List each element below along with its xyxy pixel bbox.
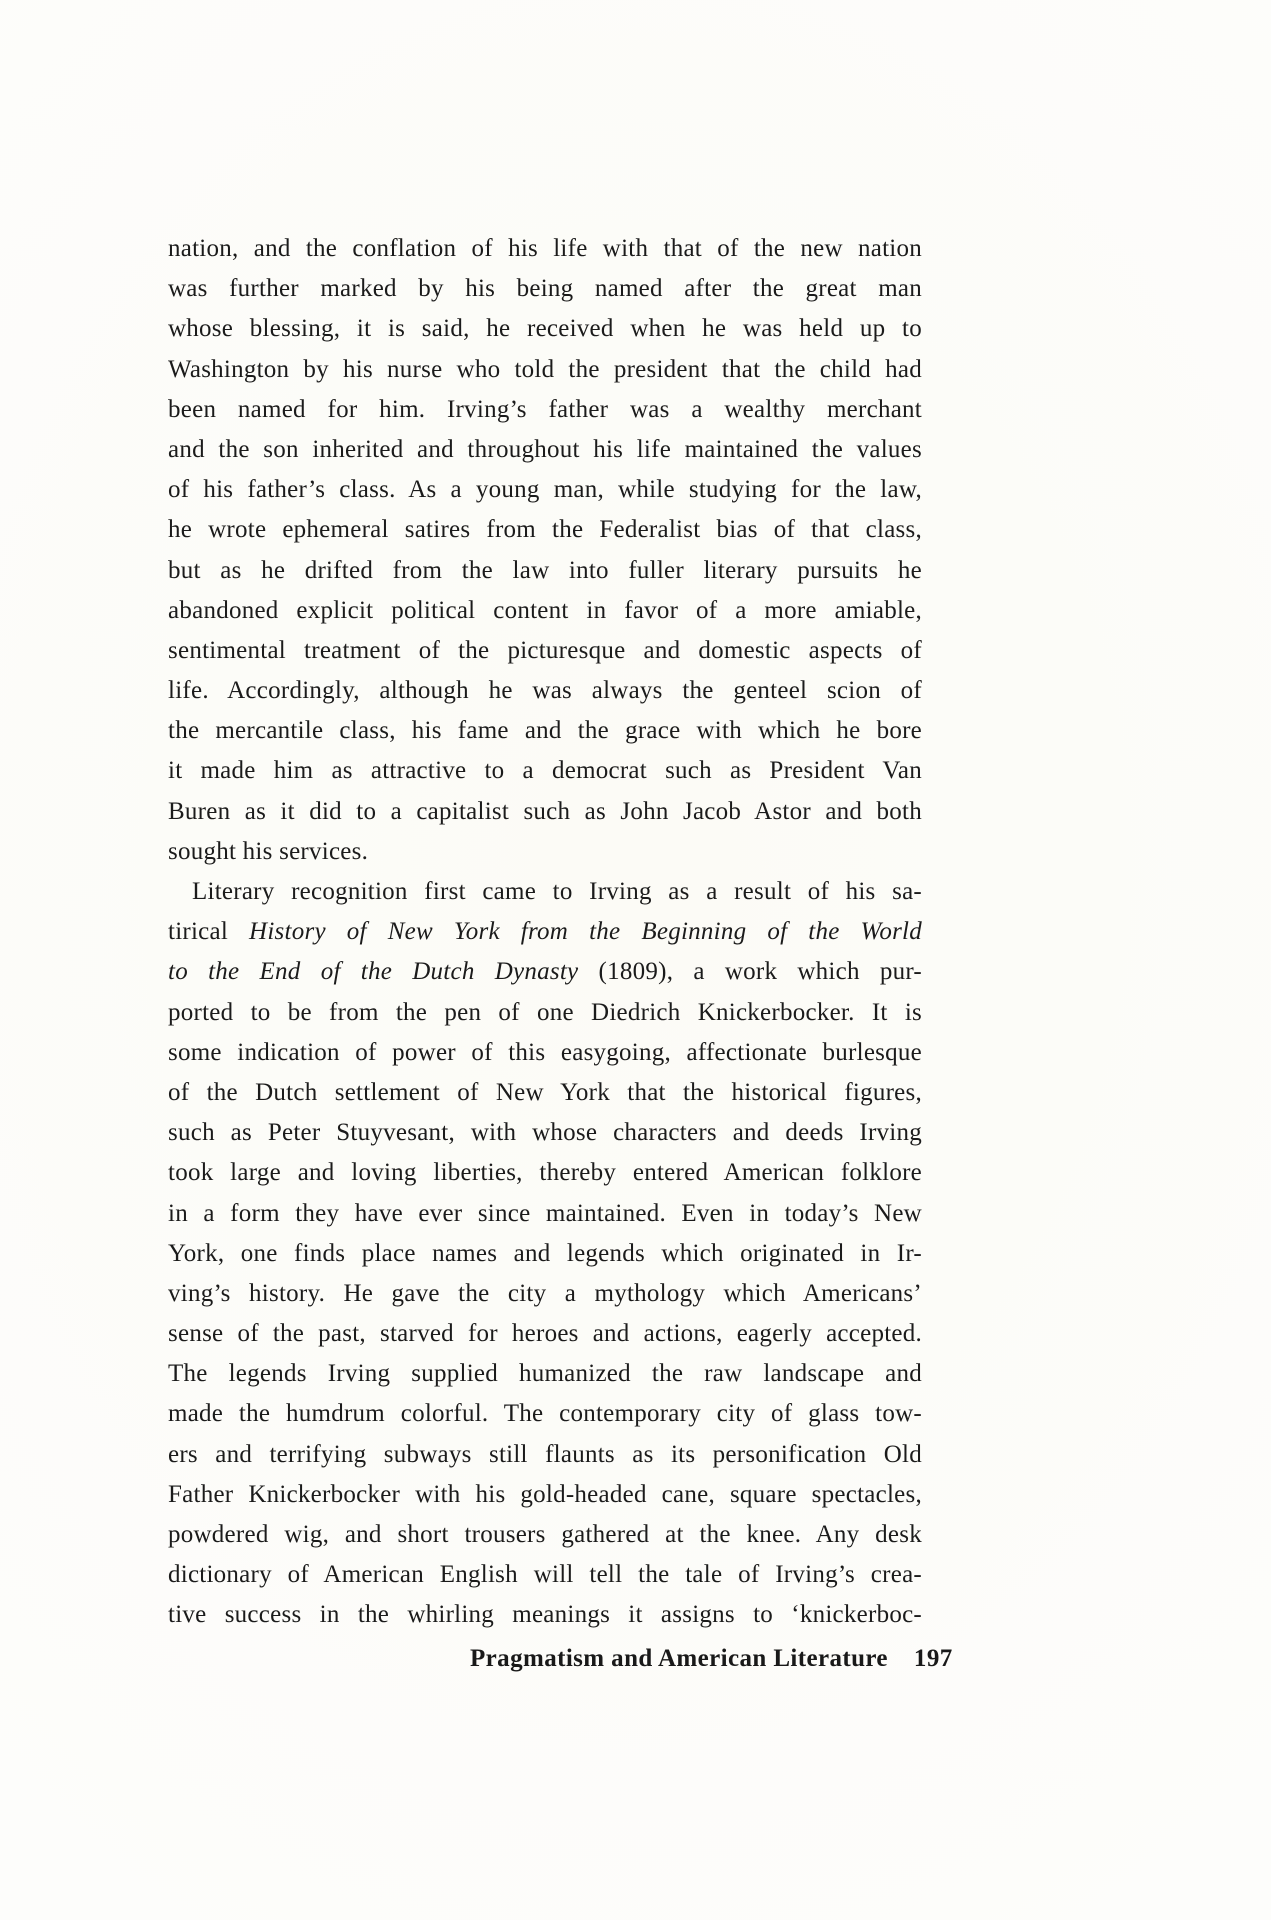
body-text-segment: the mercantile class, his fame and the grace with which he bore (168, 717, 922, 745)
text-line (168, 832, 922, 872)
text-line (168, 751, 922, 791)
text-line (168, 269, 922, 309)
text-line (168, 631, 922, 671)
body-text-segment: sought his services. (168, 837, 369, 865)
text-line (168, 1274, 922, 1314)
text-line (168, 1194, 922, 1234)
body-text-segment: nation, and the conflation of his life with that of the new nation (168, 235, 922, 262)
body-text-segment: of the Dutch settlement of New York that the historical figures, (168, 1078, 922, 1106)
body-text-segment: was further marked by his being named after the great man (168, 275, 922, 303)
body-text-segment: such as Peter Stuyvesant, with whose characters and deeds Irving (168, 1119, 922, 1147)
text-line (168, 591, 922, 631)
text-line (168, 390, 922, 430)
text-line (168, 350, 922, 390)
text-line (168, 1475, 922, 1515)
text-line (168, 1394, 922, 1434)
text-line (168, 1555, 922, 1595)
text-line (168, 711, 922, 751)
book-title-text: History of New York from the Beginning of the World (249, 918, 922, 946)
body-text-segment: and the son inherited and throughout his life maintained the values (168, 435, 922, 463)
body-text-segment: been named for him. Irving’s father was a wealthy merchant (168, 395, 922, 423)
body-text-segment: made the humdrum colorful. The contemporary city of glass tow- (168, 1400, 922, 1428)
text-line (168, 1314, 922, 1354)
text-line (168, 551, 922, 591)
body-text-segment: Father Knickerbocker with his gold-headed cane, square spectacles, (168, 1480, 922, 1508)
text-line (168, 1234, 922, 1274)
text-line (168, 792, 922, 832)
text-line (168, 309, 922, 349)
text-line (168, 872, 922, 912)
text-line (168, 470, 922, 510)
body-text-segment: Washington by his nurse who told the president that the child had (168, 355, 922, 383)
body-text-segment: (1809), a work which pur- (578, 958, 923, 986)
text-line (168, 1153, 922, 1193)
body-text-segment: ported to be from the pen of one Diedrich Knickerbocker. It is (168, 998, 922, 1026)
body-text-segment: whose blessing, it is said, he received when he was held up to (168, 315, 922, 343)
body-text-segment: life. Accordingly, although he was always the genteel scion of (168, 677, 922, 705)
book-title-text: to the End of the Dutch Dynasty (168, 958, 579, 986)
body-text-segment: tirical (168, 918, 250, 946)
text-line (168, 671, 922, 711)
text-line (168, 1073, 922, 1113)
body-text-segment: tive success in the whirling meanings it assigns to ‘knickerboc- (168, 1601, 922, 1629)
text-line (168, 993, 922, 1033)
body-text-segment: it made him as attractive to a democrat such as President Van (168, 757, 922, 785)
body-text-segment: sentimental treatment of the picturesque and domestic aspects of (168, 636, 922, 664)
page-number: 197 (913, 1645, 953, 1672)
body-text-segment: some indication of power of this easygoing, affectionate burlesque (168, 1038, 922, 1066)
body-text-segment: he wrote ephemeral satires from the Federalist bias of that class, (168, 516, 922, 544)
text-line (168, 1354, 922, 1394)
body-text-segment: powdered wig, and short trousers gathered at the knee. Any desk (168, 1521, 922, 1548)
body-text-segment: but as he drifted from the law into fuller literary pursuits he (168, 556, 922, 584)
text-line (168, 1033, 922, 1073)
text-line (168, 430, 922, 470)
body-text (168, 229, 922, 1636)
text-line (168, 510, 922, 550)
body-text-segment: Buren as it did to a capitalist such as John Jacob Astor and both (168, 797, 922, 825)
text-line (168, 1595, 922, 1635)
body-text-segment: York, one finds place names and legends which originated in Ir- (168, 1239, 922, 1267)
text-line (168, 1435, 922, 1475)
body-text-segment: ving’s history. He gave the city a mythology which Americans’ (168, 1279, 922, 1307)
body-text-segment: sense of the past, starved for heroes and actions, eagerly accepted. (168, 1320, 922, 1348)
text-line (168, 952, 922, 992)
text-line (168, 912, 922, 952)
text-line (168, 229, 922, 269)
body-text-segment: of his father’s class. As a young man, while studying for the law, (168, 476, 922, 504)
running-title: Pragmatism and American Literature (470, 1645, 888, 1672)
text-line (168, 1113, 922, 1153)
body-text-segment: abandoned explicit political content in favor of a more amiable, (168, 596, 922, 624)
page-footer (470, 1645, 953, 1673)
body-text-segment: The legends Irving supplied humanized the raw landscape and (168, 1360, 922, 1388)
body-text-segment: Literary recognition first came to Irving as a result of his sa- (192, 878, 922, 905)
text-line (168, 1515, 922, 1555)
body-text-segment: in a form they have ever since maintained. Even in today’s New (168, 1199, 922, 1227)
body-text-segment: took large and loving liberties, thereby entered American folklore (168, 1159, 922, 1187)
body-text-segment: dictionary of American English will tell the tale of Irving’s crea- (168, 1561, 922, 1589)
body-text-segment: ers and terrifying subways still flaunts as its personification Old (168, 1440, 922, 1468)
